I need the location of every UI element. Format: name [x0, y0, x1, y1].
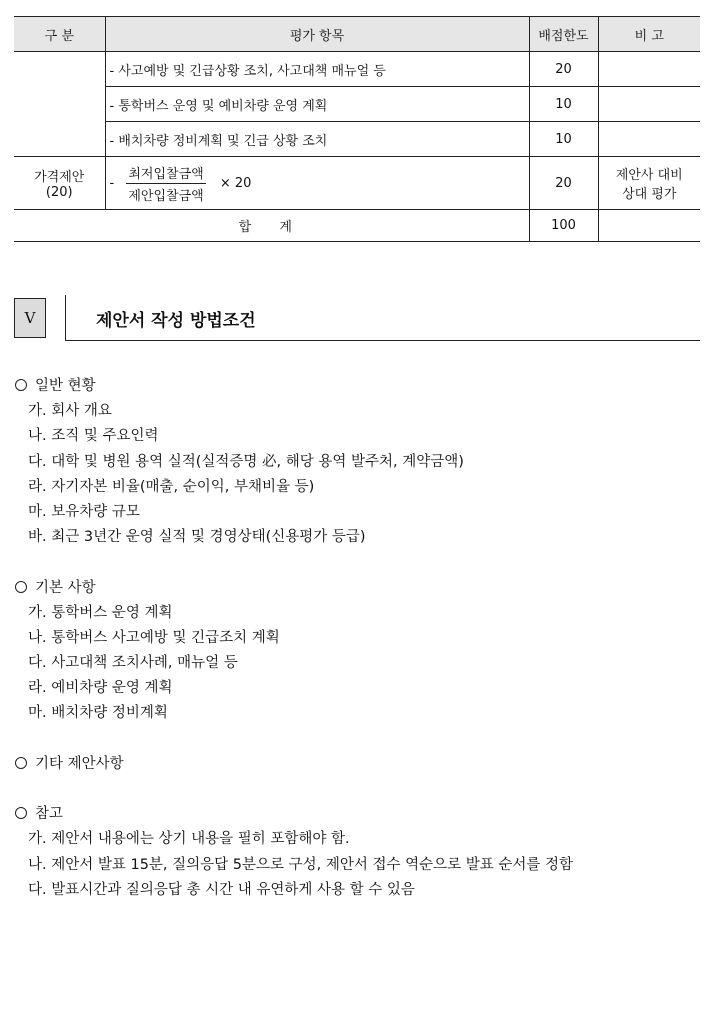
spacer [14, 777, 573, 802]
table-row [14, 122, 700, 157]
spacer [14, 727, 573, 752]
list-item: 다. 대학 및 병원 용역 실적(실적증명 必, 해당 용역 발주처, 계약금액) [28, 453, 464, 470]
circle-bullet-icon [15, 807, 27, 819]
list-item: 바. 최근 3년간 운영 실적 및 경영상태(신용평가 등급) [28, 529, 366, 546]
table-header-row [14, 17, 700, 52]
price-formula [105, 157, 529, 210]
category-cell-empty [14, 52, 105, 157]
eval-note [598, 87, 700, 122]
total-note [598, 210, 700, 242]
eval-score: 20 [529, 52, 598, 87]
circle-bullet-icon [15, 581, 27, 593]
group-title [14, 576, 573, 601]
section-title: 제안서 작성 방법조건 [96, 311, 256, 331]
price-score: 20 [529, 157, 598, 210]
price-note-line1: 제안사 대비 [615, 168, 683, 183]
group-title-text: 기타 제안사항 [35, 755, 124, 772]
price-note [598, 157, 700, 210]
eval-note [598, 122, 700, 157]
price-row [14, 157, 700, 210]
group-title-text: 참고 [35, 806, 64, 823]
price-category-points: (20) [45, 185, 73, 200]
list-item: 다. 사고대책 조치사례, 매뉴얼 등 [28, 655, 238, 672]
evaluation-table [14, 16, 700, 242]
total-score: 100 [529, 210, 598, 242]
formula-numerator: 최저입찰금액 [126, 163, 205, 184]
total-label [14, 210, 529, 242]
list-item: 가. 회사 개요 [28, 403, 112, 420]
eval-item: - 배치차량 정비계획 및 긴급 상황 조치 [105, 122, 529, 157]
heading-underline [65, 340, 700, 341]
header-item: 평가 항목 [105, 17, 529, 52]
circle-bullet-icon [15, 757, 27, 769]
group-title [14, 752, 573, 777]
formula-fraction [126, 163, 205, 204]
formula-dash: - [109, 175, 115, 191]
header-category: 구 분 [14, 17, 105, 52]
header-note: 비 고 [598, 17, 700, 52]
list-item: 마. 배치차량 정비계획 [28, 705, 168, 722]
group-title [14, 374, 573, 399]
list-item: 가. 통학버스 운영 계획 [28, 604, 173, 621]
header-max-score: 배점한도 [529, 17, 598, 52]
list-item: 다. 발표시간과 질의응답 총 시간 내 유연하게 사용 할 수 있음 [28, 881, 415, 898]
list-item: 라. 자기자본 비율(매출, 순이익, 부채비율 등) [28, 478, 315, 495]
section-number: V [14, 298, 46, 338]
total-label-text: 합 계 [238, 220, 304, 235]
total-row [14, 210, 700, 242]
group-title-text: 일반 현황 [35, 378, 96, 394]
spacer [14, 550, 573, 575]
list-item: 마. 보유차량 규모 [28, 503, 140, 520]
formula-multiplier: × 20 [219, 175, 252, 191]
list-item: 나. 통학버스 사고예방 및 긴급조치 계획 [28, 629, 280, 646]
list-item: 라. 예비차량 운영 계획 [28, 680, 173, 697]
formula-denominator: 제안입찰금액 [128, 188, 204, 204]
price-category-label: 가격제안 [34, 170, 85, 185]
eval-note [598, 52, 700, 87]
eval-item: - 사고예방 및 긴급상황 조치, 사고대책 매뉴얼 등 [105, 52, 529, 87]
price-category [14, 157, 105, 210]
table-row [14, 87, 700, 122]
eval-score: 10 [529, 122, 598, 157]
group-title [14, 802, 573, 827]
heading-divider [65, 295, 66, 341]
list-item: 나. 제안서 발표 15분, 질의응답 5분으로 구성, 제안서 접수 역순으로 발표 순서를 정함 [28, 856, 574, 873]
list-item: 나. 조직 및 주요인력 [28, 428, 159, 445]
circle-bullet-icon [15, 379, 27, 391]
section-heading [14, 295, 700, 341]
price-note-line2: 상대 평가 [622, 187, 677, 202]
list-item: 가. 제안서 내용에는 상기 내용을 필히 포함해야 함. [28, 831, 350, 848]
section-content [14, 374, 573, 903]
table-row [14, 52, 700, 87]
group-title-text: 기본 사항 [35, 579, 96, 596]
eval-score: 10 [529, 87, 598, 122]
eval-item: - 통학버스 운영 및 예비차량 운영 계획 [105, 87, 529, 122]
